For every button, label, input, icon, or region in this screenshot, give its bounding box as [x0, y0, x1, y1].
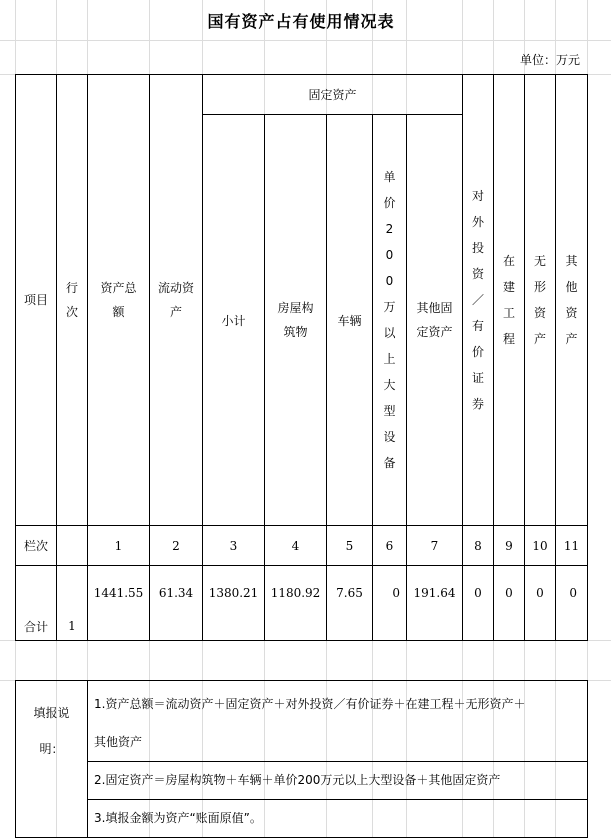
- notes-label-cell: [15, 680, 88, 838]
- column-number: 11: [555, 525, 588, 566]
- note-divider: [88, 799, 587, 800]
- total-value: 7.65: [326, 565, 373, 641]
- header-other-fixed: 其他固定资产: [406, 114, 463, 526]
- total-value: 0: [372, 565, 407, 641]
- note-line-1a: 1.资产总额＝流动资产＋固定资产＋对外投资／有价证券＋在建工程＋无形资产＋: [94, 697, 526, 711]
- column-number: 2: [149, 525, 203, 566]
- column-index-blank: [56, 525, 88, 566]
- total-row-number: 1: [56, 565, 88, 641]
- total-value: 0: [462, 565, 494, 641]
- header-subtotal: 小计: [202, 114, 265, 526]
- note-line-1b: 其他资产: [94, 735, 143, 749]
- total-row-label: 合计: [15, 565, 57, 641]
- total-value: 0: [555, 565, 588, 641]
- page-title: 国有资产占有使用情况表: [207, 11, 395, 31]
- total-value: 0: [493, 565, 525, 641]
- column-number: 10: [524, 525, 556, 566]
- header-buildings: 房屋构筑物: [264, 114, 327, 526]
- header-intangible: 无形资产: [524, 74, 556, 526]
- column-index-label: 栏次: [15, 525, 57, 566]
- column-number: 6: [372, 525, 407, 566]
- grid-line: [0, 40, 611, 41]
- notes-label: 填报说明：: [33, 706, 70, 756]
- header-investment: 对外投资／有价证券: [462, 74, 494, 526]
- column-number: 3: [202, 525, 265, 566]
- header-row-no: 行次: [56, 74, 88, 526]
- header-large-equipment: 单价200万以上大型设备: [372, 114, 407, 526]
- header-construction: 在建工程: [493, 74, 525, 526]
- note-line-3: 3.填报金额为资产“账面原值”。: [94, 811, 262, 825]
- column-number: 9: [493, 525, 525, 566]
- total-value: 61.34: [149, 565, 203, 641]
- note-divider: [88, 761, 587, 762]
- header-current-assets: 流动资产: [149, 74, 203, 526]
- total-value: 191.64: [406, 565, 463, 641]
- header-other-assets: 其他资产: [555, 74, 588, 526]
- notes-content-cell: [87, 680, 588, 838]
- note-line-2: 2.固定资产＝房屋构筑物＋车辆＋单价200万元以上大型设备＋其他固定资产: [94, 773, 501, 787]
- column-number: 5: [326, 525, 373, 566]
- column-number: 4: [264, 525, 327, 566]
- header-item: 项目: [15, 74, 57, 526]
- header-total-assets: 资产总额: [87, 74, 150, 526]
- total-value: 1380.21: [202, 565, 265, 641]
- total-value: 1441.55: [87, 565, 150, 641]
- header-fixed-assets-group: 固定资产: [202, 74, 463, 115]
- column-number: 8: [462, 525, 494, 566]
- unit-label: 单位：万元: [519, 52, 580, 67]
- column-number: 7: [406, 525, 463, 566]
- header-vehicles: 车辆: [326, 114, 373, 526]
- total-value: 1180.92: [264, 565, 327, 641]
- column-number: 1: [87, 525, 150, 566]
- total-value: 0: [524, 565, 556, 641]
